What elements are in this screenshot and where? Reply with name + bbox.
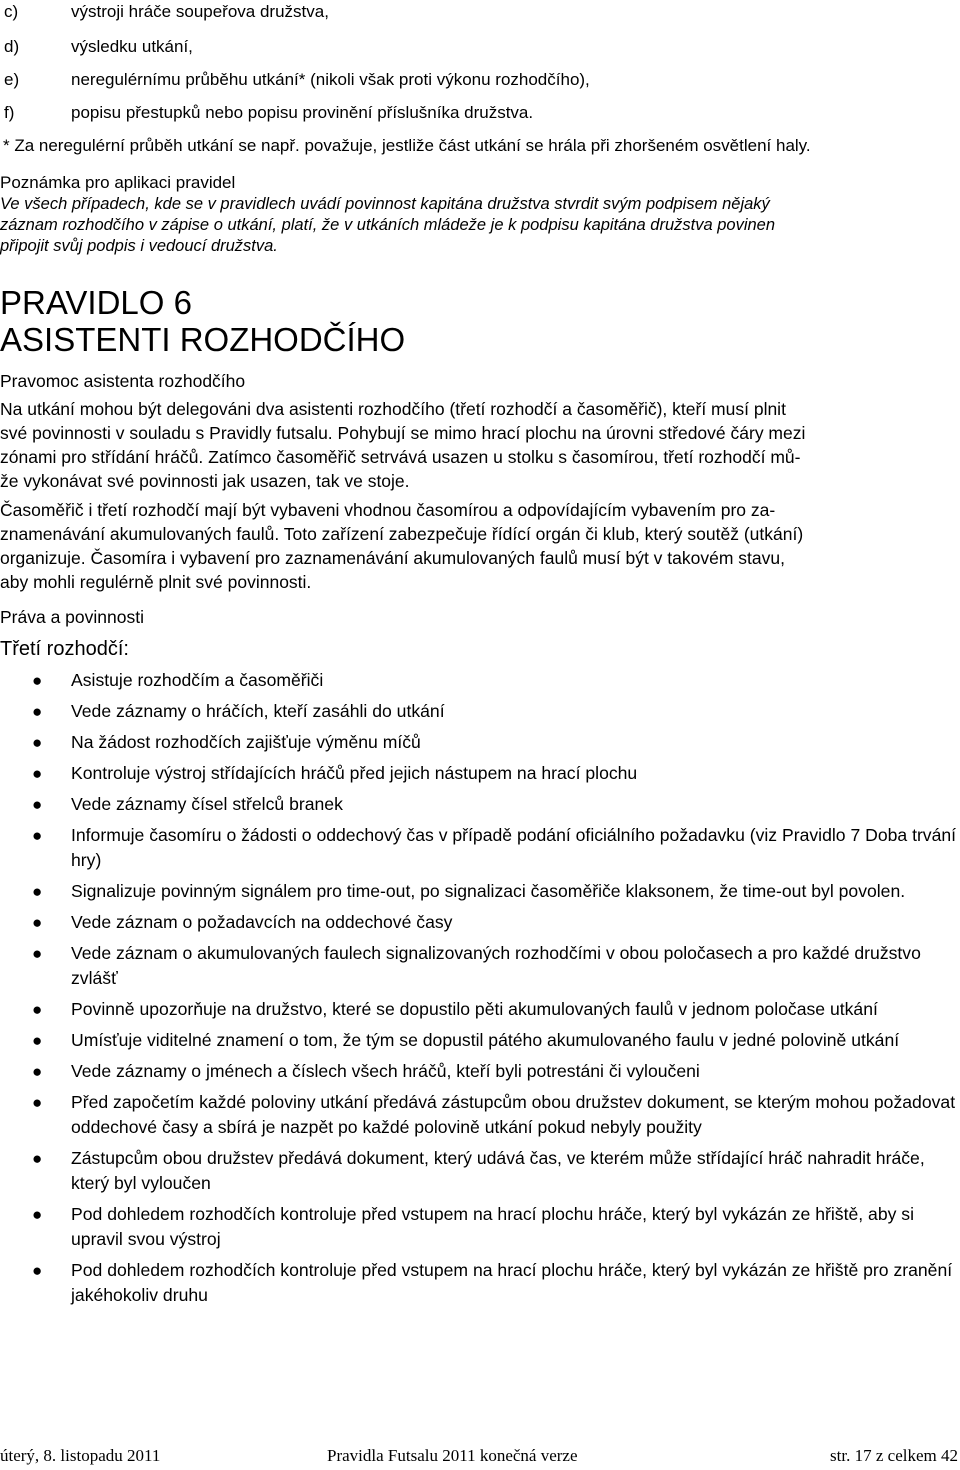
bullet-icon: ●	[32, 913, 43, 932]
bullet-icon: ●	[32, 1000, 43, 1019]
bullet-icon: ●	[32, 795, 43, 814]
bullet-icon: ●	[32, 702, 43, 721]
list-item-text: Před započetím každé poloviny utkání předává zástupcům obou družstev dokument, se kterým mohou požadovat oddechové časy a sbírá je nazpět po každé polovině utkání pokud nebyly použity	[71, 1092, 956, 1137]
list-item-c	[4, 2, 329, 22]
list-item	[0, 941, 960, 991]
bullet-icon: ●	[32, 1031, 43, 1050]
rule-subtitle: ASISTENTI ROZHODČÍHO	[0, 321, 406, 358]
bullet-icon: ●	[32, 1149, 43, 1168]
list-item-text: Pod dohledem rozhodčích kontroluje před vstupem na hrací plochu hráče, který byl vykázán ze hřiště pro zranění jakéhokoliv druhu	[71, 1260, 953, 1305]
bullet-icon: ●	[32, 764, 43, 783]
list-item	[0, 792, 960, 817]
bullet-icon: ●	[32, 1093, 43, 1112]
bullet-icon: ●	[32, 1261, 43, 1280]
list-item-text: Vede záznamy čísel střelců branek	[71, 794, 343, 814]
paragraph-line: Na utkání mohou být delegováni dva asistenti rozhodčího (třetí rozhodčí a časoměřič), kteří musí plnit	[0, 399, 786, 419]
list-item-text: Pod dohledem rozhodčích kontroluje před vstupem na hrací plochu hráče, který byl vykázán ze hřiště, aby si upravil svou výstroj	[71, 1204, 914, 1249]
list-item	[0, 1059, 960, 1084]
list-item	[0, 910, 960, 935]
list-item-text: Umísťuje viditelné znamení o tom, že tým se dopustil pátého akumulovaného faulu v jedné polovině utkání	[71, 1030, 900, 1050]
list-item-f	[4, 103, 533, 123]
list-item	[0, 1146, 960, 1196]
list-label: d)	[4, 37, 20, 56]
list-item-text: Vede záznam o požadavcích na oddechové časy	[71, 912, 453, 932]
list-item	[0, 699, 960, 724]
paragraph-line: zónami pro střídání hráčů. Zatímco časoměřič setrvává usazen u stolku s časomírou, třetí rozhodčí mů-	[0, 447, 801, 467]
list-text: výstroji hráče soupeřova družstva,	[71, 2, 329, 21]
rule-title: PRAVIDLO 6	[0, 284, 192, 321]
list-item-text: Zástupcům obou družstev předává dokument, který udává čas, ve kterém může střídající hráč nahradit hráče, který byl vyloučen	[71, 1148, 925, 1193]
third-referee-heading: Třetí rozhodčí:	[0, 638, 129, 660]
note-body	[0, 194, 958, 257]
bullet-icon: ●	[32, 1205, 43, 1224]
list-item-text: Na žádost rozhodčích zajišťuje výměnu míčů	[71, 732, 421, 752]
list-text: výsledku utkání,	[71, 37, 193, 56]
list-item	[0, 823, 960, 873]
list-item	[0, 1258, 960, 1308]
list-item	[0, 879, 960, 904]
note-line: připojit svůj podpis i vedoucí družstva.	[0, 237, 278, 255]
note-heading: Poznámka pro aplikaci pravidel	[0, 173, 236, 192]
note-line: záznam rozhodčího v zápise o utkání, platí, že v utkáních mládeže je k podpisu kapitána družstva povinen	[0, 216, 776, 234]
list-item-text: Vede záznamy o hráčích, kteří zasáhli do utkání	[71, 701, 445, 721]
paragraph-line: znamenávání akumulovaných faulů. Toto zařízení zabezpečuje řídící orgán či klub, který soutěž (utkání)	[0, 524, 804, 544]
note-line: Ve všech případech, kde se v pravidlech uvádí povinnost kapitána družstva stvrdit svým podpisem nějaký	[0, 195, 770, 213]
footer-page-number: str. 17 z celkem 42	[830, 1446, 958, 1465]
section-heading-authority: Pravomoc asistenta rozhodčího	[0, 371, 246, 391]
paragraph-line: aby mohli regulérně plnit své povinnosti.	[0, 572, 312, 592]
list-text: neregulérnímu průběhu utkání* (nikoli však proti výkonu rozhodčího),	[71, 70, 590, 89]
list-label: f)	[4, 103, 15, 122]
bullet-icon: ●	[32, 733, 43, 752]
list-item-text: Vede záznam o akumulovaných faulech signalizovaných rozhodčími v obou poločasech a pro každé družstvo zvlášť	[71, 943, 921, 988]
section-heading-rights: Práva a povinnosti	[0, 607, 144, 627]
list-item	[0, 730, 960, 755]
list-item-e	[4, 70, 590, 90]
bullet-icon: ●	[32, 882, 43, 901]
paragraph-1	[0, 397, 956, 493]
paragraph-line: své povinnosti v souladu s Pravidly futsalu. Pohybují se mimo hrací plochu na úrovni středové čáry mezi	[0, 423, 806, 443]
list-item	[0, 1202, 960, 1252]
paragraph-2	[0, 498, 956, 594]
list-item	[0, 1028, 960, 1053]
footnote: * Za neregulérní průběh utkání se např. považuje, jestliže část utkání se hrála při zhoršeném osvětlení haly.	[3, 136, 811, 155]
list-item	[0, 761, 960, 786]
list-label: e)	[4, 70, 20, 89]
footer-document-title: Pravidla Futsalu 2011 konečná verze	[327, 1446, 578, 1465]
duties-list	[0, 668, 960, 1314]
footer-date: úterý, 8. listopadu 2011	[0, 1446, 161, 1465]
list-item-text: Kontroluje výstroj střídajících hráčů před jejich nástupem na hrací plochu	[71, 763, 638, 783]
list-item	[0, 997, 960, 1022]
bullet-icon: ●	[32, 944, 43, 963]
list-item-text: Povinně upozorňuje na družstvo, které se dopustilo pěti akumulovaných faulů v jednom poločase utkání	[71, 999, 878, 1019]
paragraph-line: že vykonávat své povinnosti jak usazen, tak ve stoje.	[0, 471, 410, 491]
list-item-d	[4, 37, 193, 57]
list-text: popisu přestupků nebo popisu provinění příslušníka družstva.	[71, 103, 534, 122]
bullet-icon: ●	[32, 826, 43, 845]
paragraph-line: organizuje. Časomíra i vybavení pro zaznamenávání akumulovaných faulů musí být v takovém stavu,	[0, 548, 785, 568]
list-item	[0, 1090, 960, 1140]
list-item-text: Asistuje rozhodčím a časoměřiči	[71, 670, 324, 690]
paragraph-line: Časoměřič i třetí rozhodčí mají být vybaveni vhodnou časomírou a odpovídajícím vybavením pro za-	[0, 500, 776, 520]
list-item	[0, 668, 960, 693]
bullet-icon: ●	[32, 1062, 43, 1081]
list-item-text: Vede záznamy o jménech a číslech všech hráčů, kteří byli potrestáni či vyloučeni	[71, 1061, 700, 1081]
list-label: c)	[4, 2, 19, 21]
bullet-icon: ●	[32, 671, 43, 690]
list-item-text: Signalizuje povinným signálem pro time-out, po signalizaci časoměřiče klaksonem, že time-out byl povolen.	[71, 881, 906, 901]
list-item-text: Informuje časomíru o žádosti o oddechový čas v případě podání oficiálního požadavku (viz Pravidlo 7 Doba trvání hry)	[71, 825, 957, 870]
